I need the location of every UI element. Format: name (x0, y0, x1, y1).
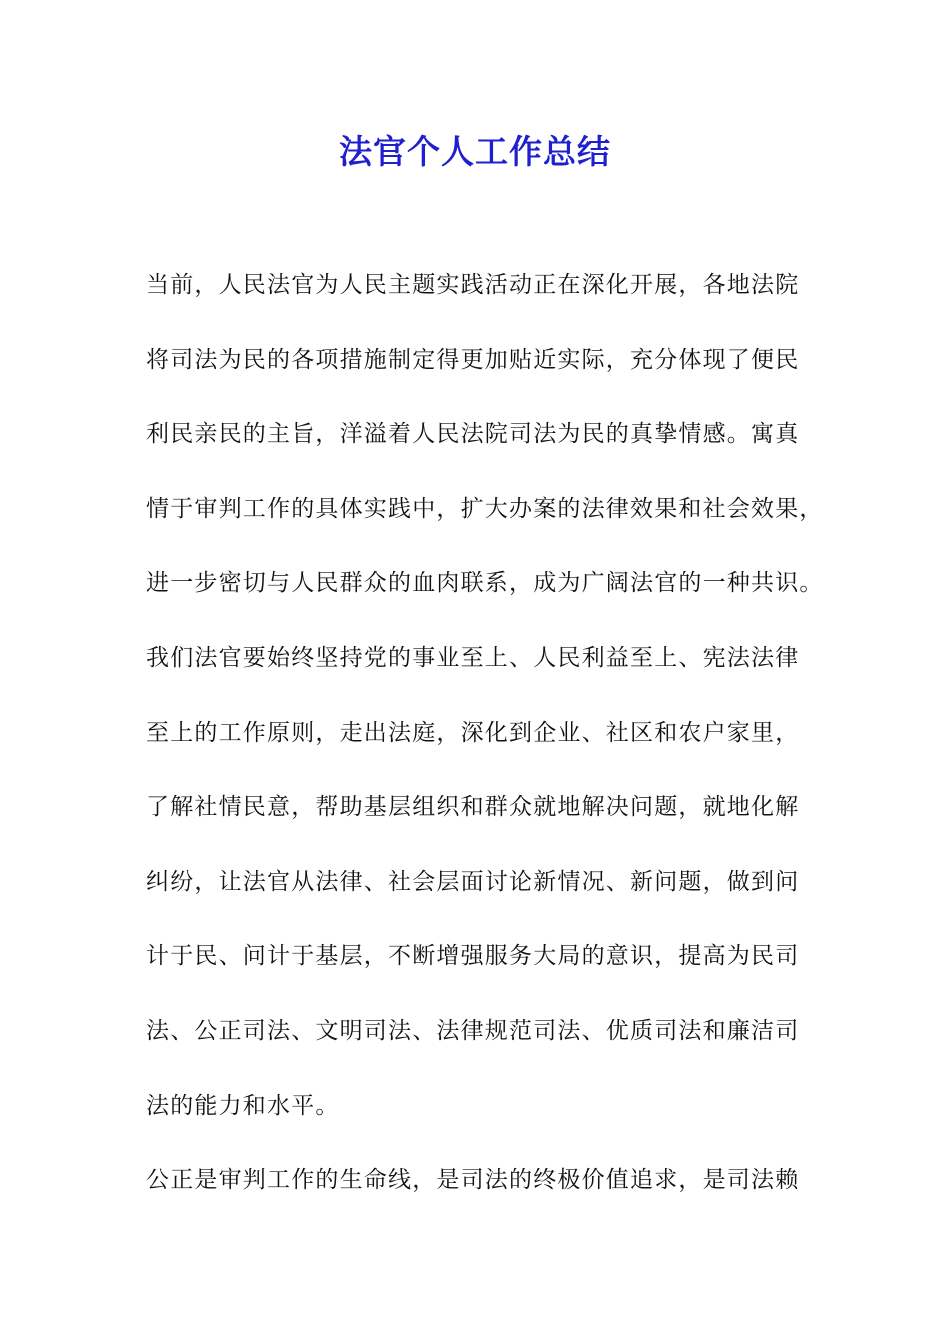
text-line: 了解社情民意，帮助基层组织和群众就地解决问题，就地化解 (146, 794, 800, 821)
text-line: 计于民、问计于基层，不断增强服务大局的意识，提高为民司 (146, 943, 800, 970)
text-line: 我们法官要始终坚持党的事业至上、人民利益至上、宪法法律 (146, 644, 800, 671)
text-line: 法、公正司法、文明司法、法律规范司法、优质司法和廉洁司 (146, 1017, 800, 1044)
text-line: 当前，人民法官为人民主题实践活动正在深化开展，各地法院 (146, 272, 800, 298)
text-line: 情于审判工作的具体实践中，扩大办案的法律效果和社会效果， (146, 495, 824, 522)
document-body (146, 262, 826, 1232)
text-line: 法的能力和水平。 (146, 1092, 340, 1119)
text-line: 将司法为民的各项措施制定得更加贴近实际，充分体现了便民 (146, 346, 800, 373)
text-line: 利民亲民的主旨，洋溢着人民法院司法为民的真挚情感。寓真 (146, 421, 800, 448)
document-title: 法官个人工作总结 (339, 132, 611, 171)
text-line: 纠纷，让法官从法律、社会层面讨论新情况、新问题，做到问 (146, 868, 800, 895)
text-line: 至上的工作原则，走出法庭，深化到企业、社区和农户家里， (146, 719, 800, 746)
text-line: 公正是审判工作的生命线，是司法的终极价值追求，是司法赖 (146, 1167, 800, 1194)
text-line: 进一步密切与人民群众的血肉联系，成为广阔法官的一种共识。 (146, 570, 824, 597)
